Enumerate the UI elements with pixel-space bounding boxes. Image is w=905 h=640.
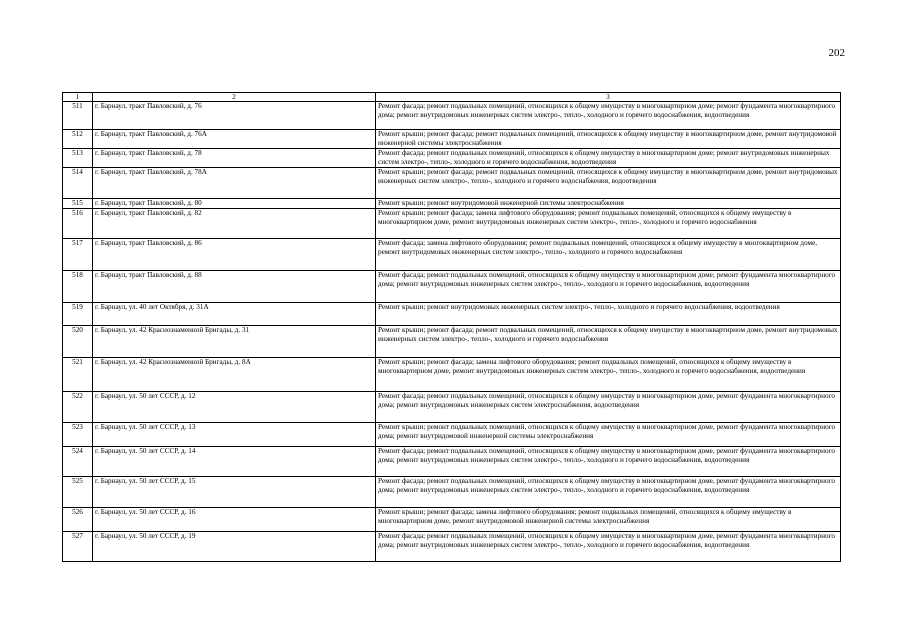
row-works: Ремонт фасада; ремонт подвальных помещений, относящихся к общему имуществу в многоквартирном доме, ремонт фундамента многоквартирного дома; ремонт внутридомовых инженерных систем электро-, тепло-, холодного и горячего водоснабжения, водоотведения	[376, 532, 841, 562]
row-number: 521	[63, 358, 93, 392]
row-works: Ремонт фасада; ремонт подвальных помещений, относящихся к общему имуществу в многоквартирном доме, ремонт фундамента многоквартирного дома; ремонт внутридомовых инженерных систем электро-, тепло-, холодного и горячего водоснабжения, водоотведения	[376, 447, 841, 477]
row-address: г. Барнаул, ул. 50 лет СССР, д. 19	[93, 532, 376, 562]
row-works: Ремонт крыши; ремонт фасада; ремонт подвальных помещений, относящихся к общему имуществу в многоквартирном доме, ремонт внутридомовых инженерных систем электро-, тепло-, холодного и горячего водоснабжения	[376, 326, 841, 358]
row-number: 513	[63, 149, 93, 168]
row-address: г. Барнаул, тракт Павловский, д. 78	[93, 149, 376, 168]
table-row	[63, 271, 841, 303]
column-header-works: 3	[376, 93, 841, 102]
row-works: Ремонт крыши; ремонт фасада; замена лифтового оборудования; ремонт подвальных помещений, относящихся к общему имуществу в многоквартирном доме, ремонт внутридомовых инженерных систем электро-, тепло-, холодного и горячего водоснабжения, водоотведения	[376, 358, 841, 392]
table-row	[63, 447, 841, 477]
row-number: 524	[63, 447, 93, 477]
table-row	[63, 392, 841, 423]
row-works: Ремонт крыши; ремонт подвальных помещений, относящихся к общему имуществу в многоквартирном доме, ремонт фундамента многоквартирного дома; ремонт внутридомовой инженерной системы электроснабжения	[376, 423, 841, 447]
column-header-number: 1	[63, 93, 93, 102]
row-address: г. Барнаул, тракт Павловский, д. 76А	[93, 130, 376, 149]
row-number: 527	[63, 532, 93, 562]
row-address: г. Барнаул, ул. 50 лет СССР, д. 15	[93, 477, 376, 508]
row-works: Ремонт фасада; ремонт подвальных помещений, относящихся к общему имуществу в многоквартирном доме, ремонт фундамента многоквартирного дома; ремонт внутридомовых инженерных систем электро-, тепло-, холодного и горячего водоснабжения, водоотведения	[376, 477, 841, 508]
table-row	[63, 423, 841, 447]
row-address: г. Барнаул, тракт Павловский, д. 82	[93, 209, 376, 239]
row-number: 518	[63, 271, 93, 303]
row-number: 519	[63, 303, 93, 326]
table-row	[63, 508, 841, 532]
row-address: г. Барнаул, ул. 50 лет СССР, д. 14	[93, 447, 376, 477]
row-works: Ремонт фасада; замена лифтового оборудования; ремонт подвальных помещений, относящихся к общему имуществу в многоквартирном доме, ремонт внутридомовых инженерных систем электро-, тепло-, холодного и горячего водоснабжения	[376, 239, 841, 271]
table-row	[63, 477, 841, 508]
page-number: 202	[828, 47, 845, 59]
row-address: г. Барнаул, ул. 42 Краснознаменной Бригады, д. 8А	[93, 358, 376, 392]
row-address: г. Барнаул, тракт Павловский, д. 80	[93, 199, 376, 209]
row-address: г. Барнаул, тракт Павловский, д. 88	[93, 271, 376, 303]
row-works: Ремонт фасада; ремонт подвальных помещений, относящихся к общему имуществу в многоквартирном доме; ремонт фундамента многоквартирного дома; ремонт внутридомовых инженерных систем электро-, тепло-, холодного и горячего водоснабжения, водоотведения	[376, 271, 841, 303]
row-address: г. Барнаул, тракт Павловский, д. 86	[93, 239, 376, 271]
row-works: Ремонт крыши; ремонт внутридомовой инженерной системы электроснабжения	[376, 199, 841, 209]
row-number: 526	[63, 508, 93, 532]
row-address: г. Барнаул, ул. 40 лет Октября, д. 31А	[93, 303, 376, 326]
row-works: Ремонт крыши; ремонт фасада; ремонт подвальных помещений, относящихся к общему имуществу в многоквартирном доме, ремонт внутридомовых инженерных систем электро-, тепло-, холодного и горячего водоснабжения, водоотведения	[376, 168, 841, 199]
repair-works-table	[62, 92, 841, 562]
table-row	[63, 239, 841, 271]
table-row	[63, 209, 841, 239]
row-works: Ремонт фасада; ремонт подвальных помещений, относящихся к общему имуществу в многоквартирном доме; ремонт внутридомовых инженерных систем электро-, тепло-, холодного и горячего водоснабжения, водоотведения	[376, 149, 841, 168]
row-address: г. Барнаул, ул. 50 лет СССР, д. 13	[93, 423, 376, 447]
table-row	[63, 199, 841, 209]
row-address: г. Барнаул, тракт Павловский, д. 76	[93, 102, 376, 130]
row-works: Ремонт фасада; ремонт подвальных помещений, относящихся к общему имуществу в многоквартирном доме; ремонт фундамента многоквартирного дома; ремонт внутридомовых инженерных систем электро-, тепло-, холодного и горячего водоснабжения, водоотведения	[376, 102, 841, 130]
table-row	[63, 303, 841, 326]
row-number: 523	[63, 423, 93, 447]
table-row	[63, 532, 841, 562]
row-works: Ремонт крыши; ремонт внутридомовых инженерных систем электро-, тепло-, холодного и горячего водоснабжения, водоотведения	[376, 303, 841, 326]
row-number: 516	[63, 209, 93, 239]
row-number: 514	[63, 168, 93, 199]
column-header-address: 2	[93, 93, 376, 102]
row-address: г. Барнаул, тракт Павловский, д. 78А	[93, 168, 376, 199]
row-address: г. Барнаул, ул. 50 лет СССР, д. 16	[93, 508, 376, 532]
row-works: Ремонт крыши; ремонт фасада; замена лифтового оборудования; ремонт подвальных помещений, относящихся к общему имуществу в многоквартирном доме, ремонт внутридомовой инженерной системы электроснабжения	[376, 508, 841, 532]
row-number: 517	[63, 239, 93, 271]
table-row	[63, 358, 841, 392]
row-number: 520	[63, 326, 93, 358]
row-works: Ремонт крыши; ремонт фасада; ремонт подвальных помещений, относящихся к общему имуществу в многоквартирном доме, ремонт внутридомовой инженерной системы электроснабжения	[376, 130, 841, 149]
table-row	[63, 149, 841, 168]
row-number: 522	[63, 392, 93, 423]
row-number: 512	[63, 130, 93, 149]
table-row	[63, 130, 841, 149]
row-address: г. Барнаул, ул. 50 лет СССР, д. 12	[93, 392, 376, 423]
row-number: 511	[63, 102, 93, 130]
table-header-row	[63, 93, 841, 102]
row-address: г. Барнаул, ул. 42 Краснознаменной Бригады, д. 31	[93, 326, 376, 358]
table-row	[63, 326, 841, 358]
row-number: 515	[63, 199, 93, 209]
row-works: Ремонт крыши; ремонт фасада; замена лифтового оборудования; ремонт подвальных помещений, относящихся к общему имуществу в многоквартирном доме, ремонт внутридомовых инженерных систем электро-, тепло-, холодного и горячего водоснабжения	[376, 209, 841, 239]
row-number: 525	[63, 477, 93, 508]
row-works: Ремонт фасада; ремонт подвальных помещений, относящихся к общему имуществу в многоквартирном доме, ремонт фундамента многоквартирного дома; ремонт внутридомовых инженерных систем электроснабжения, водоотведения	[376, 392, 841, 423]
table-row	[63, 168, 841, 199]
table-row	[63, 102, 841, 130]
